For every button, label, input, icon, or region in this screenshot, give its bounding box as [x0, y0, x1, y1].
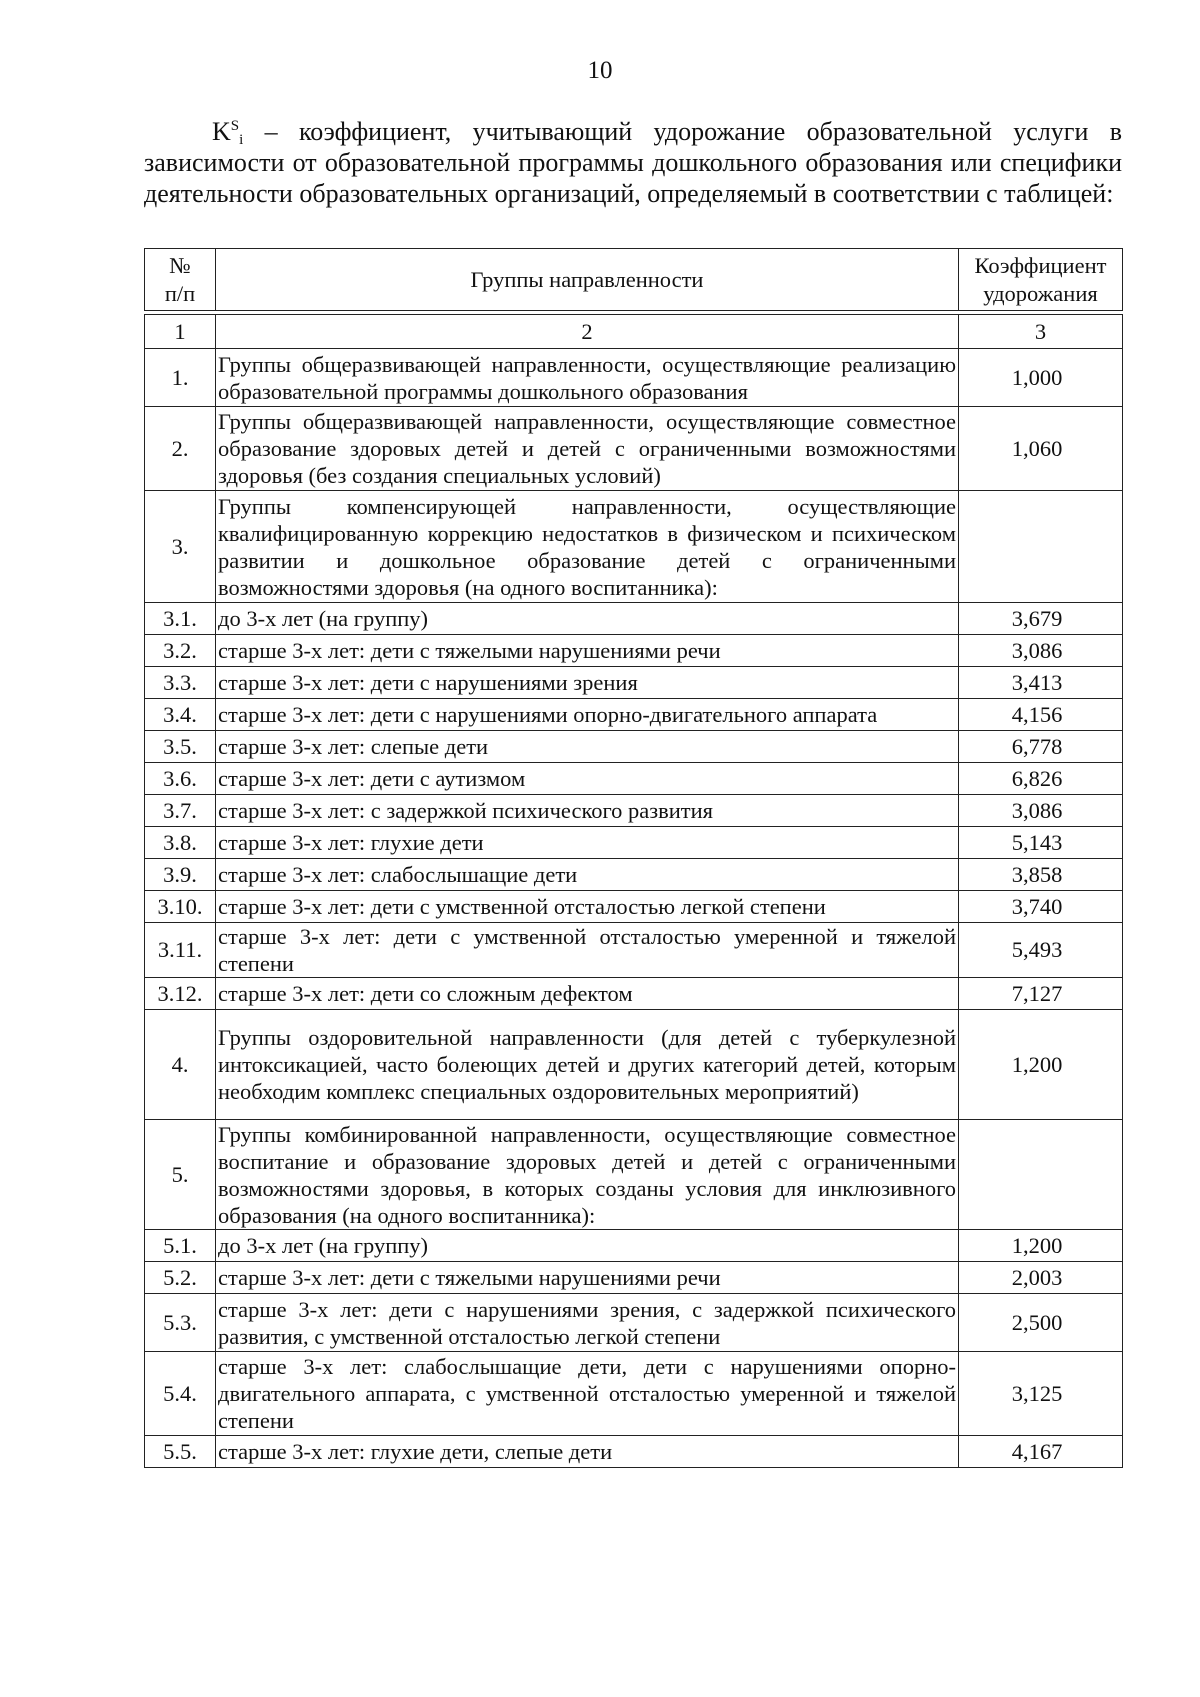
table-row — [145, 1436, 1123, 1468]
table-row — [145, 1230, 1123, 1262]
row-coefficient: 2,500 — [959, 1294, 1123, 1352]
table-row — [145, 891, 1123, 923]
row-number: 3.3. — [145, 667, 216, 699]
row-number: 3.9. — [145, 859, 216, 891]
table-row — [145, 923, 1123, 978]
row-coefficient: 7,127 — [959, 978, 1123, 1010]
row-number: 5.3. — [145, 1294, 216, 1352]
row-number: 3.2. — [145, 635, 216, 667]
row-description: старше 3-х лет: слепые дети — [216, 731, 959, 763]
row-number: 5.1. — [145, 1230, 216, 1262]
row-coefficient — [959, 1120, 1123, 1230]
row-number: 5. — [145, 1120, 216, 1230]
row-description: старше 3-х лет: дети с тяжелыми нарушениями речи — [216, 1262, 959, 1294]
row-coefficient: 4,167 — [959, 1436, 1123, 1468]
row-coefficient: 2,003 — [959, 1262, 1123, 1294]
row-number: 5.2. — [145, 1262, 216, 1294]
table-row — [145, 1262, 1123, 1294]
row-description: старше 3-х лет: дети с нарушениями опорно-двигательного аппарата — [216, 699, 959, 731]
row-coefficient: 5,493 — [959, 923, 1123, 978]
table-body — [145, 315, 1123, 1468]
row-number: 3.10. — [145, 891, 216, 923]
row-coefficient: 3,679 — [959, 603, 1123, 635]
row-description: Группы общеразвивающей направленности, осуществляющие реализацию образовательной программы дошкольного образования — [216, 349, 959, 407]
row-description: до 3-х лет (на группу) — [216, 1230, 959, 1262]
row-number: 3.11. — [145, 923, 216, 978]
row-number: 3.4. — [145, 699, 216, 731]
header-coefficient-line1: Коэффициент — [974, 252, 1107, 278]
row-description: Группы общеразвивающей направленности, осуществляющие совместное образование здоровых детей и детей с ограниченными возможностями здоровья (без создания специальных условий) — [216, 407, 959, 491]
table-row — [145, 978, 1123, 1010]
row-number: 3.6. — [145, 763, 216, 795]
row-coefficient: 3,740 — [959, 891, 1123, 923]
row-description: Группы компенсирующей направленности, осуществляющие квалифицированную коррекцию недостатков в физическом и психическом развитии и дошкольное образование детей с ограниченными возможностями здоровья (на одного воспитанника): — [216, 491, 959, 603]
row-description: старше 3-х лет: глухие дети — [216, 827, 959, 859]
row-description: до 3-х лет (на группу) — [216, 603, 959, 635]
row-description: старше 3-х лет: дети со сложным дефектом — [216, 978, 959, 1010]
row-number: 3.1. — [145, 603, 216, 635]
row-coefficient: 3,086 — [959, 635, 1123, 667]
table-row — [145, 859, 1123, 891]
row-number: 3.5. — [145, 731, 216, 763]
row-coefficient: 6,778 — [959, 731, 1123, 763]
row-description: старше 3-х лет: дети с нарушениями зрения — [216, 667, 959, 699]
table-header — [144, 248, 1123, 311]
table-row — [145, 795, 1123, 827]
row-number: 3.7. — [145, 795, 216, 827]
table-row — [145, 349, 1123, 407]
row-coefficient: 3,413 — [959, 667, 1123, 699]
row-coefficient: 1,200 — [959, 1230, 1123, 1262]
row-coefficient: 3,086 — [959, 795, 1123, 827]
row-number: 3. — [145, 491, 216, 603]
row-coefficient: 1,000 — [959, 349, 1123, 407]
row-description: старше 3-х лет: дети с умственной отсталостью легкой степени — [216, 891, 959, 923]
coefficient-table — [144, 314, 1123, 1468]
row-description: старше 3-х лет: глухие дети, слепые дети — [216, 1436, 959, 1468]
table-row — [145, 407, 1123, 491]
table-row — [145, 827, 1123, 859]
row-description: старше 3-х лет: дети с тяжелыми нарушениями речи — [216, 635, 959, 667]
row-number: 4. — [145, 1010, 216, 1120]
table-row — [145, 635, 1123, 667]
row-coefficient — [959, 491, 1123, 603]
table-row — [145, 731, 1123, 763]
row-description: старше 3-х лет: дети с нарушениями зрения, с задержкой психического развития, с умственной отсталостью легкой степени — [216, 1294, 959, 1352]
row-number: 5.4. — [145, 1352, 216, 1436]
row-description: старше 3-х лет: с задержкой психического развития — [216, 795, 959, 827]
table-row — [145, 491, 1123, 603]
intro-paragraph — [144, 116, 1122, 209]
row-number: 2. — [145, 407, 216, 491]
page-number: 10 — [587, 57, 613, 84]
header-coefficient-line2: удорожания — [983, 280, 1098, 306]
row-coefficient: 3,125 — [959, 1352, 1123, 1436]
table-row — [145, 1352, 1123, 1436]
row-coefficient: 5,143 — [959, 827, 1123, 859]
row-number: 5.5. — [145, 1436, 216, 1468]
header-coefficient-cell — [959, 249, 1123, 311]
row-description: старше 3-х лет: дети с умственной отсталостью умеренной и тяжелой степени — [216, 923, 959, 978]
row-description: Группы оздоровительной направленности (для детей с туберкулезной интоксикацией, часто болеющих детей и других категорий детей, которым необходим комплекс специальных оздоровительных мероприятий) — [216, 1010, 959, 1120]
coefficient-symbol: $K^S_i$ — [212, 117, 244, 148]
row-coefficient: 4,156 — [959, 699, 1123, 731]
intro-text: – коэффициент, учитывающий удорожание образовательной услуги в зависимости от образовательной программы дошкольного образования или специфики деятельности образовательных организаций, определяемый в соответствии с таблицей: — [144, 117, 1122, 208]
table-row — [145, 667, 1123, 699]
row-coefficient: 6,826 — [959, 763, 1123, 795]
row-description: старше 3-х лет: слабослышащие дети, дети с нарушениями опорно-двигательного аппарата, с умственной отсталостью умеренной и тяжелой степени — [216, 1352, 959, 1436]
table-row — [145, 699, 1123, 731]
row-number: 3.8. — [145, 827, 216, 859]
table-row — [145, 1120, 1123, 1230]
row-number: 1. — [145, 349, 216, 407]
table-row — [145, 603, 1123, 635]
row-coefficient: 1,200 — [959, 1010, 1123, 1120]
column-number: 2 — [216, 315, 959, 349]
column-number-row — [145, 315, 1123, 349]
column-number: 3 — [959, 315, 1123, 349]
row-number: 3.12. — [145, 978, 216, 1010]
header-groups-cell: Группы направленности — [216, 249, 959, 311]
row-description: старше 3-х лет: слабослышащие дети — [216, 859, 959, 891]
table-row — [145, 1294, 1123, 1352]
header-number-sign: № — [169, 252, 191, 278]
row-coefficient: 3,858 — [959, 859, 1123, 891]
header-number-cell — [145, 249, 216, 311]
row-description: Группы комбинированной направленности, осуществляющие совместное воспитание и образование здоровых детей и детей с ограниченными возможностями здоровья, в которых созданы условия для инклюзивного образования (на одного воспитанника): — [216, 1120, 959, 1230]
header-number-abbr: п/п — [164, 280, 196, 306]
row-coefficient: 1,060 — [959, 407, 1123, 491]
table-row — [145, 763, 1123, 795]
table-row — [145, 1010, 1123, 1120]
row-description: старше 3-х лет: дети с аутизмом — [216, 763, 959, 795]
column-number: 1 — [145, 315, 216, 349]
